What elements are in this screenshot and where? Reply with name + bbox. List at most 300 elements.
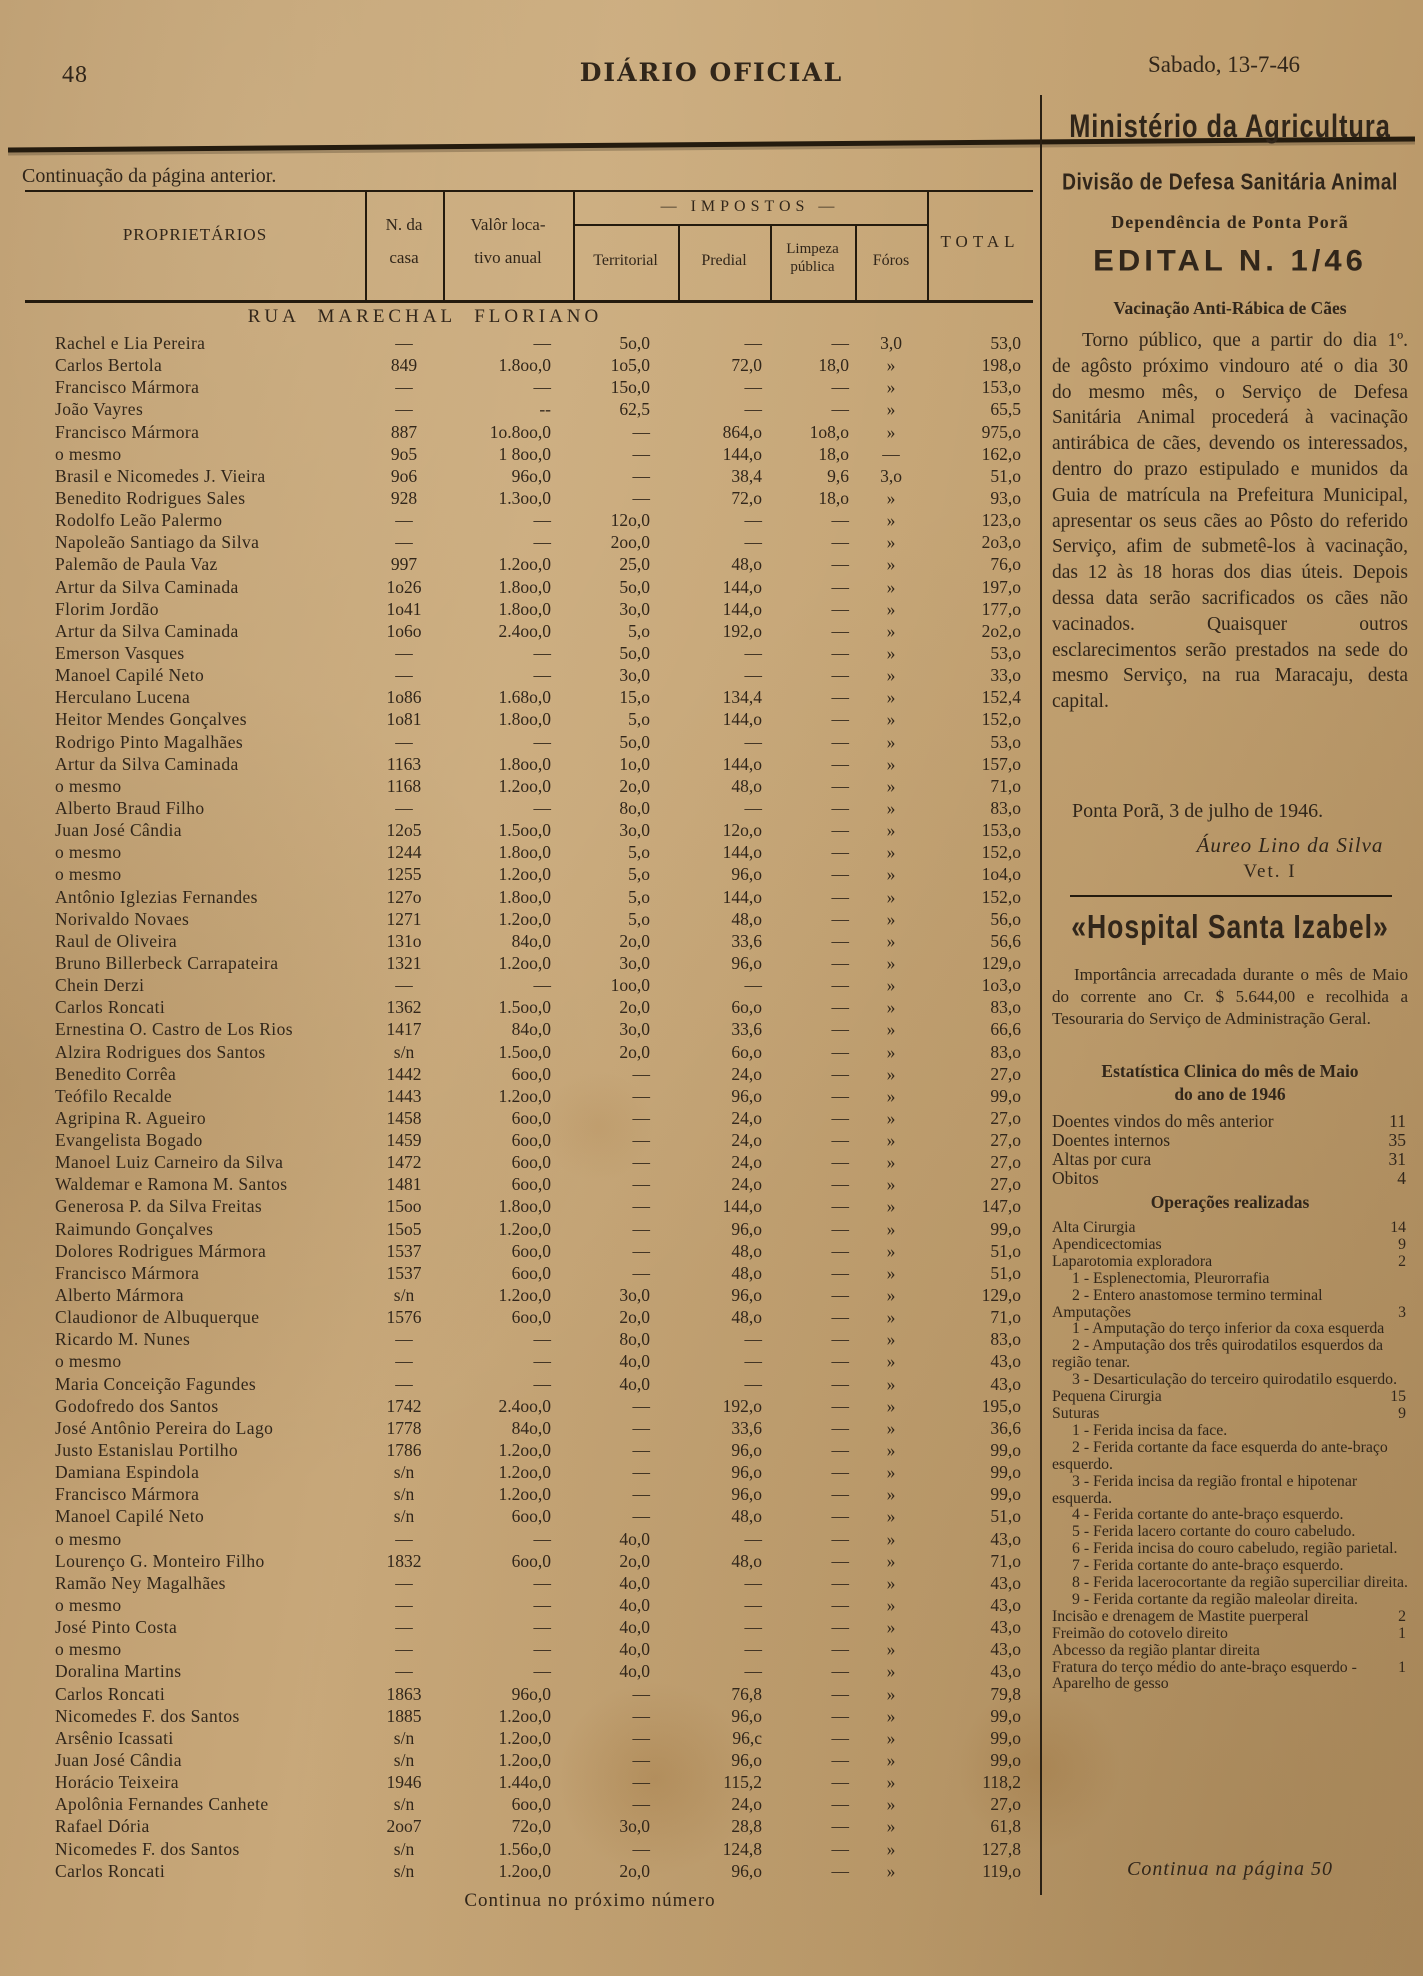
stat-label: Obitos (1052, 1168, 1099, 1188)
cell: 1.2oo,0 (498, 1860, 551, 1881)
table-row (25, 642, 1033, 664)
cell: 48,o (731, 1307, 762, 1328)
ministry-title: Ministério da Agricultura (1069, 108, 1391, 144)
table-row (25, 908, 1033, 930)
table-body (25, 332, 1033, 1882)
header-divider (678, 224, 680, 300)
table-row (25, 354, 1033, 376)
cell: 144,o (722, 598, 762, 619)
cell: Alberto Mármora (55, 1285, 184, 1306)
cell: 192,o (722, 620, 762, 641)
cell: 1537 (386, 1262, 422, 1283)
cell: 1.2oo,0 (498, 864, 551, 885)
cell: 6oo,0 (511, 1307, 551, 1328)
cell: 51,o (990, 1240, 1021, 1261)
cell: » (886, 1351, 896, 1372)
cell: » (886, 975, 896, 996)
stat-label: Doentes vindos do mês anterior (1052, 1111, 1274, 1131)
cell: Carlos Roncati (55, 997, 166, 1018)
cell: Rodolfo Leão Palermo (55, 510, 223, 531)
cell: — (744, 377, 762, 398)
table-row (25, 487, 1033, 509)
cell: 1778 (386, 1417, 422, 1438)
cell: 48,o (731, 1550, 762, 1571)
impostos-group-label: — IMPOSTOS — (660, 198, 840, 215)
cell: 43,o (990, 1617, 1021, 1638)
cell: » (886, 1860, 896, 1881)
cell: — (632, 1262, 650, 1283)
cell: Apolônia Fernandes Canhete (55, 1794, 269, 1815)
col-valor (443, 214, 573, 268)
stat-label: Altas por cura (1052, 1149, 1152, 1169)
cell: — (632, 1750, 650, 1770)
stat-row (1052, 1169, 1408, 1188)
operation-row (1052, 1575, 1408, 1592)
cell: 1oo,0 (610, 975, 650, 996)
cell: — (395, 532, 413, 553)
cell: Raimundo Gonçalves (55, 1218, 214, 1239)
operation-label: Alta Cirurgia (1052, 1219, 1136, 1236)
cell: 1168 (386, 775, 422, 796)
cell: 4o,0 (619, 1617, 650, 1638)
cell: » (886, 1130, 896, 1151)
cell: 1.8oo,0 (498, 753, 551, 774)
cell: 56,o (990, 908, 1021, 929)
edital-title: EDITAL N. 1/46 (1093, 244, 1367, 278)
cell: 1443 (386, 1085, 422, 1106)
cell: 53,o (990, 642, 1021, 663)
cell: 144,o (722, 753, 762, 774)
cell: — (831, 1572, 849, 1593)
header-divider (855, 224, 857, 300)
cell: 6oo,0 (511, 1506, 551, 1527)
cell: — (831, 1727, 849, 1748)
cell: — (395, 377, 413, 398)
cell: — (533, 1617, 551, 1638)
table-row (25, 1350, 1033, 1372)
cell: Teófilo Recalde (55, 1085, 173, 1106)
masthead-title: DIÁRIO OFICIAL (579, 58, 844, 87)
cell: — (831, 1351, 849, 1372)
cell: — (395, 1329, 413, 1350)
cell: 162,o (981, 443, 1021, 464)
stat-label: Doentes internos (1052, 1130, 1171, 1150)
cell: o mesmo (55, 775, 122, 796)
operation-value: 2 (1398, 1607, 1406, 1625)
cell: » (886, 1307, 896, 1328)
cell: -- (539, 399, 551, 420)
cell: — (395, 665, 413, 686)
cell: 8o,0 (619, 797, 650, 818)
cell: 1o,0 (619, 753, 650, 774)
cell: 2o,0 (619, 1307, 650, 1328)
cell: — (831, 1595, 849, 1616)
cell: — (533, 532, 551, 553)
cell: 15,o (619, 687, 650, 708)
cell: — (533, 1329, 551, 1350)
cell: 5,o (628, 620, 650, 641)
cell: 99,o (990, 1462, 1021, 1483)
cell: 3o,0 (619, 598, 650, 619)
table-row (25, 1505, 1033, 1527)
operation-value: 9 (1398, 1404, 1406, 1422)
cell: 1o6o (386, 620, 422, 641)
cell: 27,o (990, 1130, 1021, 1151)
cell: 1537 (386, 1240, 422, 1261)
cell: 84o,0 (511, 1417, 551, 1438)
cell: » (886, 753, 896, 774)
cell: 129,o (981, 952, 1021, 973)
cell: 1.8oo,0 (498, 709, 551, 730)
col-proprietarios: PROPRIETÁRIOS (122, 225, 268, 244)
cell: 144,o (722, 886, 762, 907)
cell: — (831, 1262, 849, 1283)
cell: 1946 (386, 1772, 422, 1793)
operation-label: 4 - Ferida cortante do ante-braço esquerdo. (1072, 1506, 1344, 1524)
operation-label: Freimão do cotovelo direito (1052, 1624, 1228, 1642)
operation-label: 3 - Ferida incisa da região frontal e hipotenar esquerda. (1052, 1472, 1358, 1507)
cell: — (533, 1351, 551, 1372)
table-row (25, 1328, 1033, 1350)
cell: — (395, 1528, 413, 1549)
cell: 51,o (990, 465, 1021, 486)
table-row (25, 1461, 1033, 1483)
operation-row (1052, 1423, 1408, 1440)
cell: — (632, 1484, 650, 1505)
cell: — (831, 1063, 849, 1084)
cell: 43,o (990, 1572, 1021, 1593)
cell: Maria Conceição Fagundes (55, 1373, 257, 1394)
cell: » (886, 1838, 896, 1859)
table-row (25, 753, 1033, 775)
cell: 71,o (990, 1550, 1021, 1571)
cell: — (744, 1351, 762, 1372)
cell: — (831, 864, 849, 885)
cell: 33,o (990, 665, 1021, 686)
cell: Brasil e Nicomedes J. Vieira (55, 465, 266, 486)
cell: 79,8 (990, 1683, 1021, 1704)
cell: 144,o (722, 842, 762, 863)
cell: José Antônio Pereira do Lago (55, 1417, 274, 1438)
cell: » (886, 1395, 896, 1416)
cell: Juan José Cândia (55, 1750, 182, 1770)
cell: 71,o (990, 775, 1021, 796)
cell: » (886, 1063, 896, 1084)
cell: 76,o (990, 554, 1021, 575)
cell: 1.8oo,0 (498, 576, 551, 597)
cell: — (533, 377, 551, 398)
cell: » (886, 1750, 896, 1770)
cell: 6oo,0 (511, 1262, 551, 1283)
cell: Florim Jordão (55, 598, 159, 619)
operation-label: 2 - Ferida cortante da face esquerda do ante-braço esquerdo. (1052, 1438, 1388, 1473)
operation-row (1052, 1389, 1408, 1406)
operation-row (1052, 1254, 1408, 1271)
cell: 96,c (732, 1727, 762, 1748)
operation-value: 15 (1390, 1388, 1406, 1406)
operation-label: Suturas (1052, 1404, 1100, 1422)
cell: — (395, 642, 413, 663)
impostos-underline (573, 224, 927, 226)
cell: — (632, 1772, 650, 1793)
operation-label: Apendicectomias (1052, 1235, 1162, 1253)
cell: 24,o (731, 1794, 762, 1815)
operation-value: 1 (1398, 1658, 1406, 1676)
cell: » (886, 1329, 896, 1350)
cell: » (886, 1484, 896, 1505)
cell: 152,o (981, 886, 1021, 907)
cell: 43,o (990, 1528, 1021, 1549)
place-date: Ponta Porã, 3 de julho de 1946. (1072, 800, 1324, 822)
cell: — (395, 510, 413, 531)
cell: 147,o (981, 1196, 1021, 1217)
cell: 96,o (731, 1484, 762, 1505)
operation-row (1052, 1626, 1408, 1643)
cell: 131o (386, 930, 422, 951)
operation-label: 1 - Amputação do terço inferior da coxa esquerda (1072, 1320, 1385, 1338)
table-row (25, 1528, 1033, 1550)
operation-row (1052, 1558, 1408, 1575)
cell: 15oo (386, 1196, 422, 1217)
table-row (25, 1749, 1033, 1771)
cell: 2o2,o (981, 620, 1021, 641)
cell: 1472 (386, 1152, 422, 1173)
operation-row (1052, 1643, 1408, 1660)
cell: 1.2oo,0 (498, 1285, 551, 1306)
cell: 96,o (731, 1750, 762, 1770)
cell: — (831, 1019, 849, 1040)
cell: 192,o (722, 1395, 762, 1416)
cell: 27,o (990, 1174, 1021, 1195)
cell: 975,o (981, 421, 1021, 442)
cell: — (632, 1462, 650, 1483)
cell: 2.4oo,0 (498, 1395, 551, 1416)
cell: — (533, 975, 551, 996)
cell: 99,o (990, 1484, 1021, 1505)
operation-value: 1 (1398, 1624, 1406, 1642)
dependency-title: Dependência de Ponta Porã (1111, 212, 1349, 232)
table-row (25, 775, 1033, 797)
table-row (25, 1550, 1033, 1572)
cell: » (886, 908, 896, 929)
operation-label: Amputações (1052, 1303, 1131, 1321)
cell: 1885 (386, 1705, 422, 1726)
cell: » (886, 1019, 896, 1040)
cell: » (886, 1462, 896, 1483)
cell: Artur da Silva Caminada (55, 620, 239, 641)
table-row (25, 996, 1033, 1018)
cell: » (886, 952, 896, 973)
cell: o mesmo (55, 443, 122, 464)
cell: Generosa P. da Silva Freitas (55, 1196, 263, 1217)
cell: — (395, 399, 413, 420)
cell: Carlos Roncati (55, 1860, 166, 1881)
cell: — (632, 1174, 650, 1195)
col-territorial: Territorial (593, 252, 658, 269)
cell: — (831, 687, 849, 708)
operation-label: Pequena Cirurgia (1052, 1388, 1162, 1406)
cell: — (395, 975, 413, 996)
cell: o mesmo (55, 842, 122, 863)
operation-row (1052, 1609, 1408, 1626)
cell: — (831, 886, 849, 907)
cell: » (886, 1506, 896, 1527)
operations-title: Operações realizadas (1150, 1192, 1310, 1212)
cell: — (831, 333, 849, 353)
cell: — (395, 1639, 413, 1660)
cell: 197,o (981, 576, 1021, 597)
cell: — (744, 1373, 762, 1394)
cell: — (831, 1285, 849, 1306)
operation-row (1052, 1507, 1408, 1524)
table-row (25, 421, 1033, 443)
cell: 9o5 (390, 443, 418, 464)
cell: 118,2 (982, 1772, 1021, 1793)
cell: Alzira Rodrigues dos Santos (55, 1041, 266, 1062)
cell: — (632, 1240, 650, 1261)
cell: » (886, 1085, 896, 1106)
cell: 12o,0 (610, 510, 650, 531)
stats-title-line1: Estatística Clinica do mês de Maio (1101, 1061, 1359, 1081)
cell: 1.5oo,0 (498, 997, 551, 1018)
table-row (25, 731, 1033, 753)
cell: 5,o (628, 886, 650, 907)
cell: 6oo,0 (511, 1107, 551, 1128)
cell: 928 (390, 487, 418, 508)
cell: — (533, 642, 551, 663)
cell: — (632, 1838, 650, 1859)
cell: 28,8 (731, 1816, 762, 1837)
table-row (25, 1572, 1033, 1594)
continuation-note: Continuação da página anterior. (22, 165, 277, 187)
operation-label: 3 - Desarticulação do terceiro quirodatilo esquerdo. (1072, 1371, 1398, 1389)
operation-label: 8 - Ferida lacerocortante da região superciliar direita. (1072, 1574, 1408, 1592)
cell: — (632, 1130, 650, 1151)
cell: 71,o (990, 1307, 1021, 1328)
cell: 2.4oo,0 (498, 620, 551, 641)
table-row (25, 1727, 1033, 1749)
cell: 96o,0 (511, 1683, 551, 1704)
cell: — (831, 1196, 849, 1217)
col-foros: Fóros (872, 252, 910, 269)
col-casa-line1: N. da (385, 215, 423, 234)
cell: 3,0 (880, 333, 902, 353)
cell: 51,o (990, 1262, 1021, 1283)
cell: Waldemar e Ramona M. Santos (55, 1174, 288, 1195)
cell: 1o81 (386, 709, 422, 730)
cell: — (831, 731, 849, 752)
cell: — (831, 1218, 849, 1239)
cell: 1.44o,0 (498, 1772, 551, 1793)
operation-row (1052, 1541, 1408, 1558)
cell: 1163 (386, 753, 422, 774)
operation-value: 3 (1398, 1303, 1406, 1321)
cell: 2oo7 (386, 1816, 422, 1837)
edital-body: Torno público, que a partir do dia 1º. de agôsto próximo vindouro até o dia 30 do mesmo mês, o Serviço de Defesa Sanitária Animal procederá à vacinação antirábica de cães, devendo os interessados, dentro do prazo estipulado e munidos da Guia de matrícula na Prefeitura Municipal, apresentar os seus cães ao Pôsto do referido Serviço, afim de submetê-los à vacinação, das 12 às 18 horas dos dias úteis. Depois dessa data serão sacrificados os cães não vacinados. Quaisquer outros esclarecimentos serão prestados na sede do mesmo Serviço, na rua Maracaju, desta capital. (1052, 330, 1408, 713)
cell: 1.2oo,0 (498, 1484, 551, 1505)
cell: 1.2oo,0 (498, 775, 551, 796)
table-row (25, 553, 1033, 575)
cell: 1o3,o (981, 975, 1021, 996)
table-row (25, 708, 1033, 730)
cell: — (632, 1705, 650, 1726)
cell: 53,0 (990, 333, 1021, 353)
operation-row (1052, 1271, 1408, 1288)
cell: 48,o (731, 554, 762, 575)
cell: 157,o (981, 753, 1021, 774)
page-date: Sabado, 13-7-46 (1148, 52, 1301, 77)
cell: 1481 (386, 1174, 422, 1195)
cell: » (886, 1683, 896, 1704)
cell: 93,o (990, 487, 1021, 508)
cell: s/n (393, 1462, 415, 1483)
cell: Dolores Rodrigues Mármora (55, 1240, 267, 1261)
cell: » (886, 1639, 896, 1660)
cell: 3o,0 (619, 820, 650, 841)
table-row (25, 1439, 1033, 1461)
cell: 12o,o (722, 820, 762, 841)
cell: — (831, 1705, 849, 1726)
cell: 99,o (990, 1085, 1021, 1106)
cell: » (886, 1617, 896, 1638)
cell: — (831, 532, 849, 553)
operation-label: 9 - Ferida cortante da região maleolar direita. (1072, 1590, 1358, 1608)
cell: » (886, 1705, 896, 1726)
cell: Doralina Martins (55, 1661, 182, 1682)
table-row (25, 1395, 1033, 1417)
cell: — (831, 709, 849, 730)
cell: Artur da Silva Caminada (55, 753, 239, 774)
cell: — (831, 1152, 849, 1173)
cell: 62,5 (619, 399, 650, 420)
cell: 4o,0 (619, 1351, 650, 1372)
cell: Napoleão Santiago da Silva (55, 532, 260, 553)
cell: Arsênio Icassati (55, 1727, 174, 1748)
cell: Benedito Corrêa (55, 1063, 177, 1084)
cell: 123,o (981, 510, 1021, 531)
cell: — (831, 1506, 849, 1527)
cell: » (886, 355, 896, 376)
cell: 1.2oo,0 (498, 952, 551, 973)
table-row (25, 1151, 1033, 1173)
cell: Benedito Rodrigues Sales (55, 487, 246, 508)
cell: 1786 (386, 1440, 422, 1461)
cell: José Pinto Costa (55, 1617, 178, 1638)
table-row (25, 1063, 1033, 1085)
cell: Carlos Bertola (55, 355, 163, 376)
cell: o mesmo (55, 1595, 122, 1616)
cell: — (533, 1661, 551, 1682)
stats-title (1052, 1060, 1408, 1106)
cell: 1o41 (386, 598, 422, 619)
cell: 1.2oo,0 (498, 1218, 551, 1239)
cell: — (831, 1329, 849, 1350)
cell: Godofredo dos Santos (55, 1395, 219, 1416)
cell: Justo Estanislau Portilho (55, 1440, 239, 1461)
operation-label: 2 - Amputação dos três quirodatilos esquerdos da região tenar. (1052, 1337, 1384, 1372)
operation-label: Incisão e drenagem de Mastite puerperal (1052, 1607, 1309, 1625)
cell: — (831, 1417, 849, 1438)
operation-label: 2 - Entero anastomose termino terminal (1072, 1286, 1323, 1304)
operation-row (1052, 1474, 1408, 1508)
cell: — (831, 1661, 849, 1682)
operation-row (1052, 1220, 1408, 1237)
cell: Chein Derzi (55, 975, 145, 996)
table-row (25, 1373, 1033, 1395)
cell: — (831, 1750, 849, 1770)
col-valor-line1: Valôr loca- (470, 215, 546, 234)
table-header (25, 190, 1033, 303)
